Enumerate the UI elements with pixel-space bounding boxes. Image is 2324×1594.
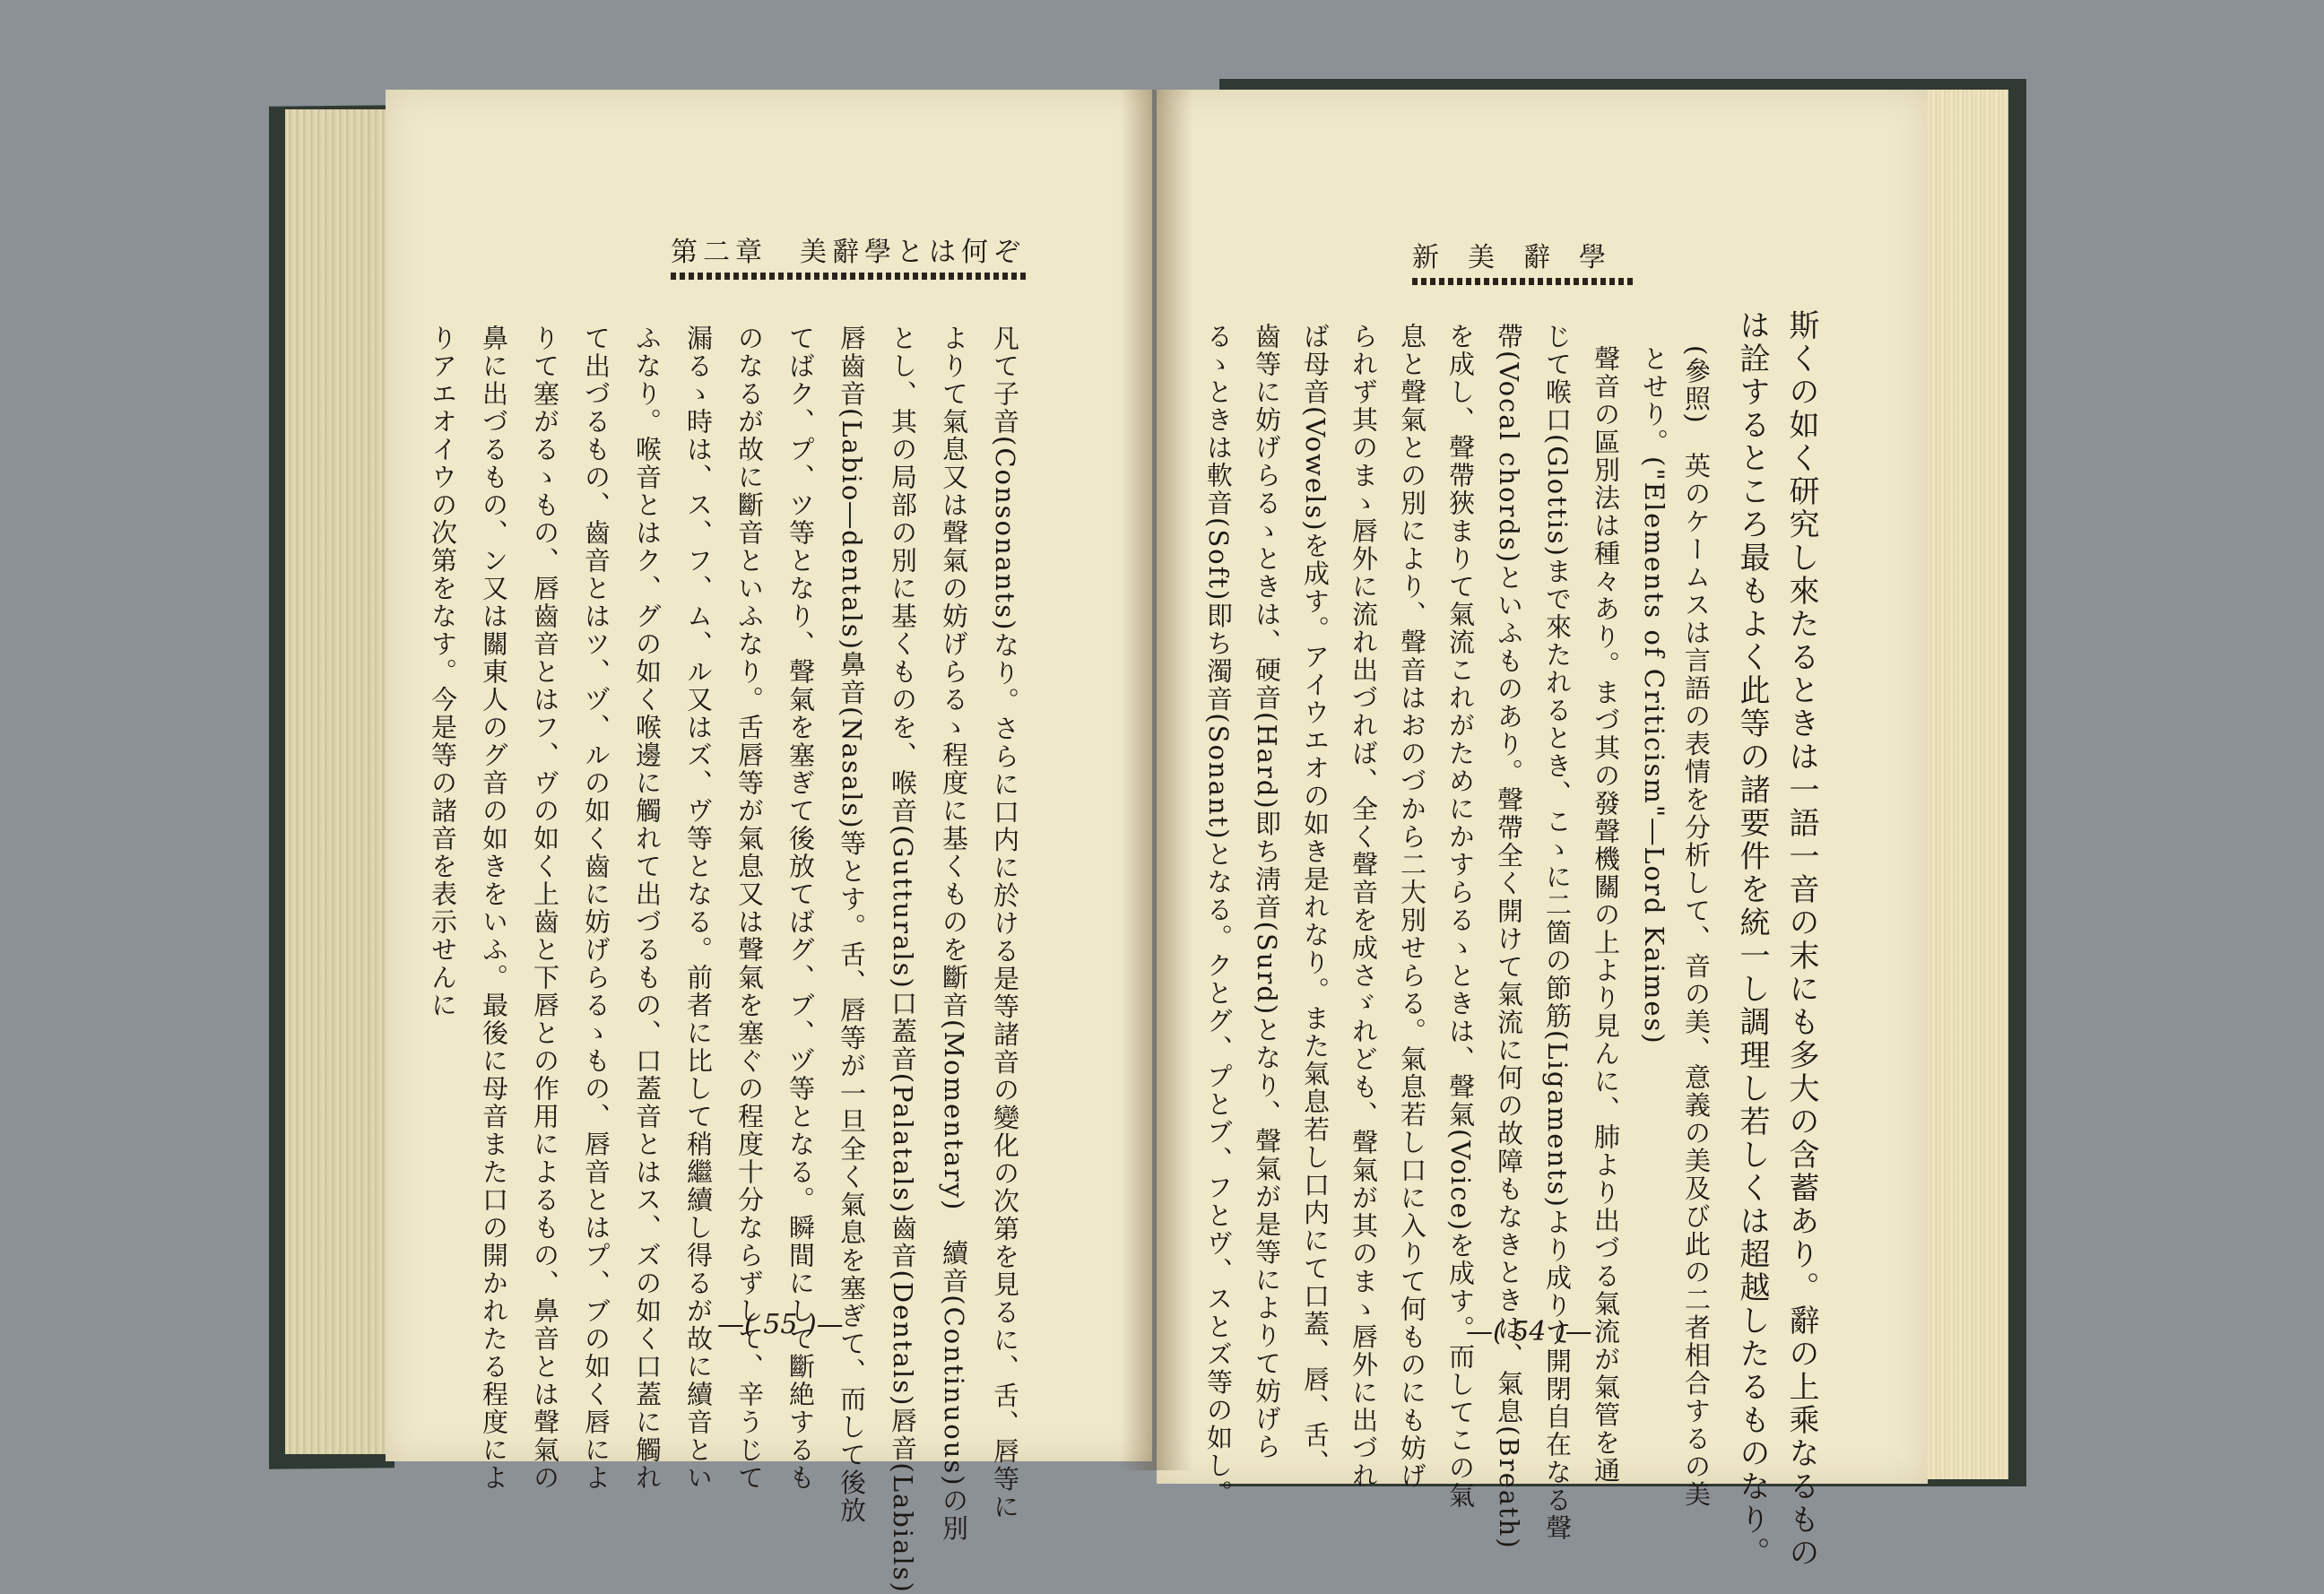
- running-head-underline: [671, 273, 1026, 280]
- text-line: ふなり。喉音とはク、グの如く喉邊に觸れて出づるもの、口蓋音とはス、ズの如く口蓋に觸れ: [632, 325, 663, 1492]
- text-line: 帶(Vocal chords)といふものあり。聲帶全く開けて氣流に何の故障もなきときは、氣息(Breath): [1494, 323, 1524, 1550]
- text-line: られず其のまゝ唇外に流れ出づれば、全く聲音を成さゞれども、聲氣が其のまゝ唇外に出づれ: [1348, 323, 1379, 1490]
- page-number-right: —( 54 )—: [1466, 1316, 1592, 1347]
- text-line: 鼻に出づるもの、ン又は關東人のグ音の如きをいふ。最後に母音また口の開かれたる程度によ: [479, 325, 509, 1492]
- text-line: るゝときは軟音(Soft)即ち濁音(Sonant)となる。クとグ、プとブ、フとヴ、スとズ等の如し。: [1203, 323, 1234, 1508]
- running-head-underline: [1412, 278, 1635, 285]
- page-edges-left: [285, 109, 393, 1454]
- right-running-head: [1412, 235, 1635, 274]
- text-line: 唇齒音(Labio―dentals)鼻音(Nasals)等とす。舌、唇等が一旦全く氣息を塞ぎて、而して後放: [837, 325, 867, 1525]
- text-line: じて喉口(Glottis)まで來たれるとき、こゝに二箇の節筋(Ligaments)より成りて開閉自在なる聲: [1542, 323, 1573, 1542]
- text-line: て出づるもの、齒音とはツ、ヅ、ルの如く齒に妨げらるゝもの、唇音とはプ、ブの如く唇によ: [581, 325, 611, 1492]
- left-running-head: [671, 230, 1026, 269]
- text-line: りて塞がるゝもの、唇齒音とはフ、ヴの如く上齒と下唇との作用によるもの、鼻音とは聲氣の: [530, 325, 560, 1492]
- text-line: を成し、聲帶狹まりて氣流これがためにかすらるゝときは、聲氣(Voice)を成す。而してこの氣: [1445, 323, 1476, 1511]
- text-line: 漏るゝ時は、ス、フ、ム、ル又はズ、ヴ等となる。前者に比して稍繼續し得るが故に續音とい: [683, 325, 714, 1492]
- text-line: ば母音(Vowels)を成す。アイウエオの如き是れなり。また氣息若し口内にて口蓋、唇、舌、: [1300, 323, 1331, 1477]
- text-line: とし、其の局部の別に基くものを、喉音(Gutturals)口蓋音(Palatals)齒音(Dentals)唇音(Labials): [888, 325, 918, 1594]
- text-line: 息と聲氣との別により、聲音はおのづから二大別せらる。氣息若し口に入りて何ものにも妨げ: [1397, 323, 1427, 1490]
- right-running-head-text: 新美辭學: [1412, 242, 1635, 273]
- text-line: のなるが故に斷音といふなり。舌唇等が氣息又は聲氣を塞ぐの程度十分ならずして、辛うじて: [734, 325, 765, 1492]
- text-line: とせり。("Elements of Criticism"―Lord Kaimes): [1639, 345, 1669, 1045]
- text-line: 凡て子音(Consonants)なり。さらに口内に於ける是等諸音の變化の次第を見るに、舌、唇等に: [990, 325, 1020, 1521]
- text-line: よりて氣息又は聲氣の妨げらるゝ程度に基くものを斷音(Momentary) 續音(Continuous)の別: [939, 325, 969, 1543]
- book-gutter: [1121, 90, 1192, 1470]
- text-line: りアエオイウの次第をなす。今是等の諸音を表示せんに: [428, 325, 458, 1019]
- text-line: 齒等に妨げらるゝときは、硬音(Hard)即ち淸音(Surd)となり、聲氣が是等によりて妨げら: [1252, 323, 1282, 1461]
- page-number-left: —( 55 )—: [717, 1309, 844, 1340]
- text-line: 聲音の區別法は種々あり。まづ其の發聲機關の上より見んに、肺より出づる氣流が氣管を通: [1591, 345, 1621, 1485]
- text-line: 斯くの如く研究し來たるときは一語一音の末にも多大の含蓄あり。辭の上乘なるもの: [1783, 309, 1819, 1570]
- text-line: てばク、プ、ツ等となり、聲氣を塞ぎて後放てばグ、ブ、ヅ等となる。瞬間にして斷絶するも: [785, 325, 816, 1492]
- page-edges-right: [1919, 90, 2008, 1479]
- left-running-head-text: 第二章 美辭學とは何ぞ: [671, 237, 1026, 268]
- text-line: (參照) 英のケームスは言語の表情を分析して、音の美、意義の美及び此の二者相合するの美: [1681, 345, 1712, 1509]
- text-line: は詮するところ最もよく此等の諸要件を統一し調理し若しくは超越したるものなり。: [1734, 309, 1770, 1570]
